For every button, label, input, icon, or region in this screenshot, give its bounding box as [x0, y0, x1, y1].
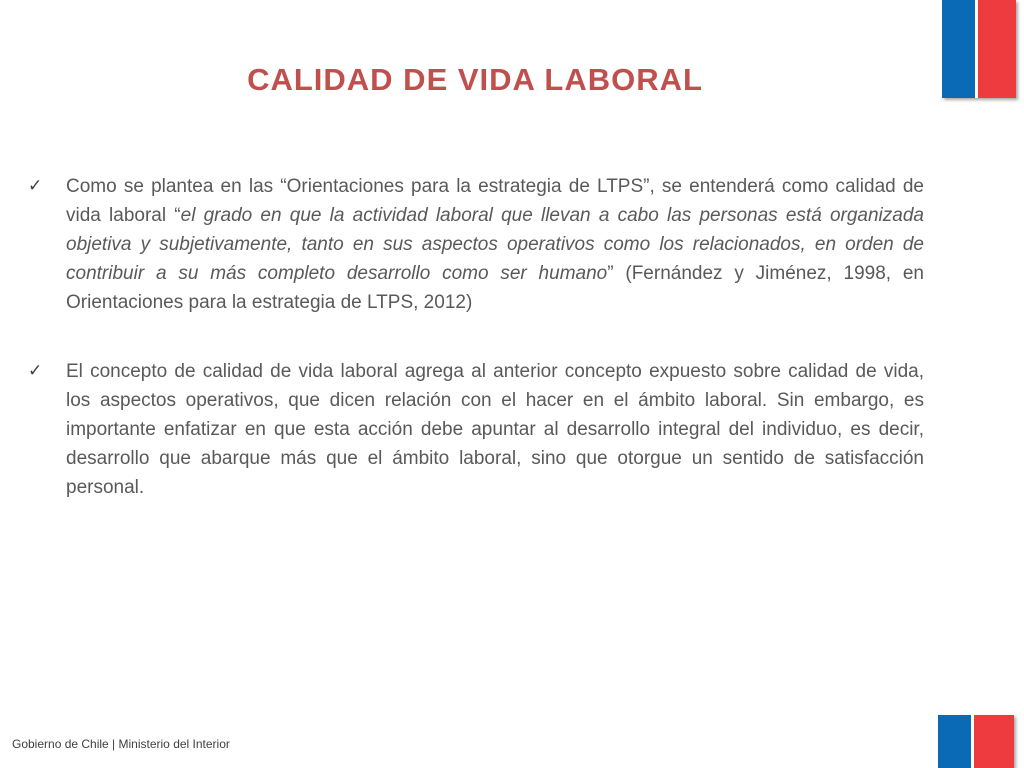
flag-blue-stripe [942, 0, 978, 98]
flag-blue-stripe [938, 715, 974, 768]
check-icon: ✓ [28, 176, 43, 196]
slide-title: CALIDAD DE VIDA LABORAL [247, 62, 703, 97]
flag-red-stripe [974, 715, 1014, 768]
bullet-item-2 [28, 357, 924, 502]
bullet-text-1 [66, 172, 924, 317]
bullet-1-quote: el grado en que la actividad laboral que llevan a cabo las personas está organizada objetiva y subjetivamente, tanto en sus aspectos operativos como los relacionados, en orden de contribuir a su más completo desarrollo como ser humano [66, 205, 924, 284]
bullet-1-text-start: Como se plantea en las “Orientaciones para la estrategia de LTPS”, se entenderá como calidad de vida laboral “ [66, 176, 924, 226]
check-icon: ✓ [28, 361, 43, 381]
chile-flag-logo-top [942, 0, 1016, 98]
chile-flag-logo-bottom [938, 715, 1014, 768]
flag-red-stripe [978, 0, 1016, 98]
footer-text: Gobierno de Chile | Ministerio del Interior [12, 737, 230, 751]
bullet-text-2: El concepto de calidad de vida laboral agrega al anterior concepto expuesto sobre calidad de vida, los aspectos operativos, que dicen relación con el hacer en el ámbito laboral. Sin embargo, es importante enfatizar en que esta acción debe apuntar al desarrollo integral del individuo, es decir, desarrollo que abarque más que el ámbito laboral, sino que otorgue un sentido de satisfacción personal. [66, 361, 924, 498]
bullet-item-1 [28, 172, 924, 317]
bullet-1-text-end: ” (Fernández y Jiménez, 1998, en Orientaciones para la estrategia de LTPS, 2012) [66, 263, 924, 313]
bullet-list [28, 172, 924, 542]
